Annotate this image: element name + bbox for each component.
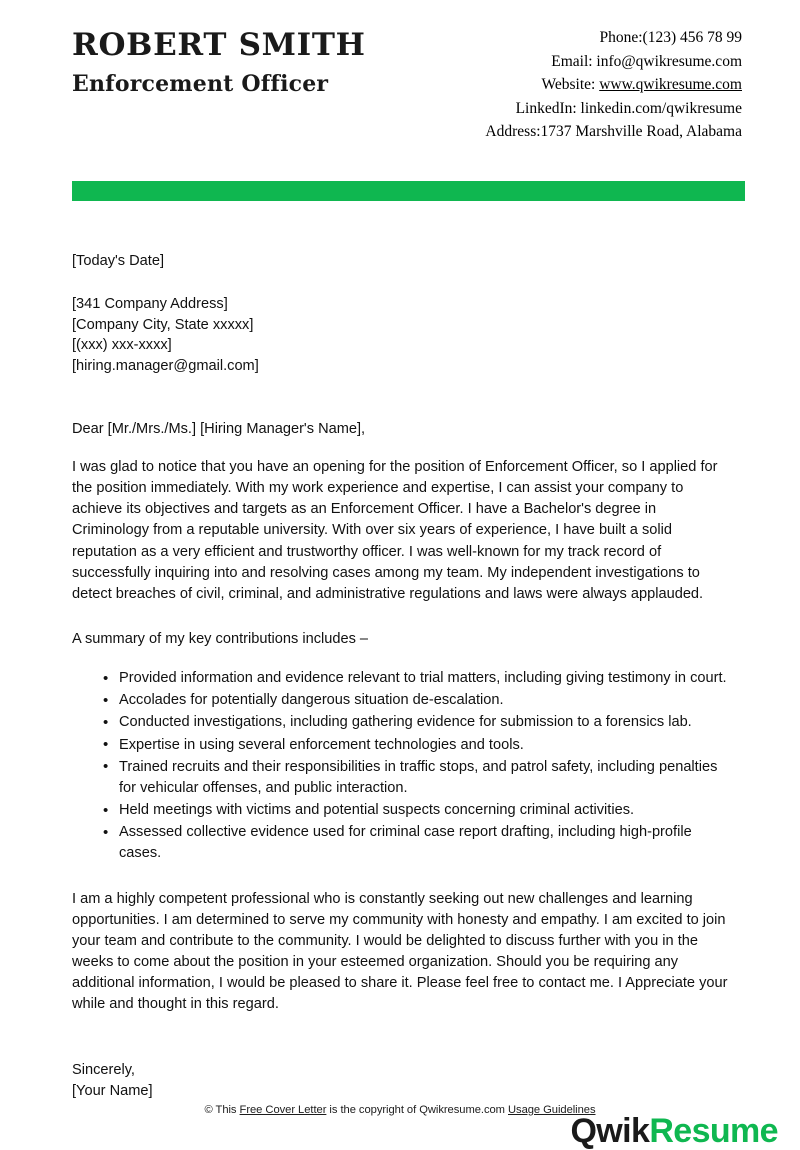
identity-block <box>72 26 366 97</box>
signoff-closing: Sincerely, <box>72 1061 135 1078</box>
salutation: Dear [Mr./Mrs./Ms.] [Hiring Manager's Name], <box>72 420 366 437</box>
letter-header <box>0 0 800 144</box>
usage-guidelines-link[interactable]: Usage Guidelines <box>508 1104 596 1116</box>
contact-website-label: Website: <box>541 76 600 94</box>
contact-website-link[interactable]: www.qwikresume.com <box>599 76 742 94</box>
letter-date: [Today's Date] <box>72 252 165 269</box>
closing-paragraph: I am a highly competent professional who is constantly seeking out new challenges and learning opportunities. I am determined to serve my community with honesty and empathy. I am excited to join your team and contribute to the community. I would be delighted to discuss further with you in the weeks to come about the position in your esteemed organization. Should you be requiring any additional information, I would be pleased to share it. Please feel free to contact me. I Appreciate your while and thought in this regard. <box>72 890 728 1013</box>
signoff-name: [Your Name] <box>72 1082 153 1099</box>
list-item: • Held meetings with victims and potential suspects concerning criminal activities. <box>103 800 728 821</box>
page-footer <box>0 1080 800 1150</box>
logo-text-qwik: Qwik <box>570 1112 650 1150</box>
list-item: • Accolades for potentially dangerous situation de-escalation. <box>103 690 728 711</box>
contact-address: Address:1737 Marshville Road, Alabama <box>485 123 742 141</box>
recipient-line: [Company City, State xxxxx] <box>72 316 254 333</box>
list-item: • Assessed collective evidence used for criminal case report drafting, including high-profile cases. <box>103 822 728 864</box>
list-item: • Provided information and evidence relevant to trial matters, including giving testimony in court. <box>103 668 728 689</box>
footer-text-middle: is the copyright of Qwikresume.com <box>326 1104 508 1116</box>
applicant-job-title: Enforcement Officer <box>72 70 329 97</box>
letter-body <box>0 251 800 1102</box>
logo-text-resume: Resume <box>649 1112 778 1150</box>
list-item: • Expertise in using several enforcement technologies and tools. <box>103 735 728 756</box>
contact-phone: Phone:(123) 456 78 99 <box>599 29 742 46</box>
recipient-address-block <box>72 294 728 377</box>
list-item: • Conducted investigations, including gathering evidence for submission to a forensics lab. <box>103 712 728 733</box>
recipient-line: [(xxx) xxx-xxxx] <box>72 337 172 354</box>
green-accent-bar <box>72 181 745 201</box>
opening-paragraph: I was glad to notice that you have an opening for the position of Enforcement Officer, so I applied for the position immediately. With my work experience and expertise, I can assist your company to achieve its objectives and targets as an Enforcement Officer. I have a Bachelor's degree in Criminology from a reputable university. With over six years of experience, I have built a solid reputation as a very efficient and trustworthy officer. I was well-known for my track record of successfully inquiring into and resolving cases among my team. My independent investigations to detect breaches of civil, criminal, and administrative regulations and laws were always applauded. <box>72 458 718 602</box>
contact-linkedin[interactable]: LinkedIn: linkedin.com/qwikresume <box>515 99 742 117</box>
accent-bar-container <box>0 181 800 201</box>
footer-text-before: This <box>212 1104 240 1116</box>
contact-email: Email: info@qwikresume.com <box>551 52 742 70</box>
summary-lead-line: A summary of my key contributions includes – <box>72 631 369 648</box>
list-item: • Trained recruits and their responsibilities in traffic stops, and patrol safety, including penalties for vehicular offenses, and public interaction. <box>103 757 728 799</box>
recipient-line: [hiring.manager@gmail.com] <box>72 358 259 375</box>
free-cover-letter-link[interactable]: Free Cover Letter <box>239 1104 327 1116</box>
applicant-name: ROBERT SMITH <box>72 27 366 63</box>
recipient-line: [341 Company Address] <box>72 295 228 312</box>
contact-details <box>485 26 742 144</box>
contributions-list <box>72 668 728 864</box>
contact-website <box>485 73 742 97</box>
qwikresume-logo <box>570 1114 778 1148</box>
copyright-icon: © <box>204 1104 213 1116</box>
